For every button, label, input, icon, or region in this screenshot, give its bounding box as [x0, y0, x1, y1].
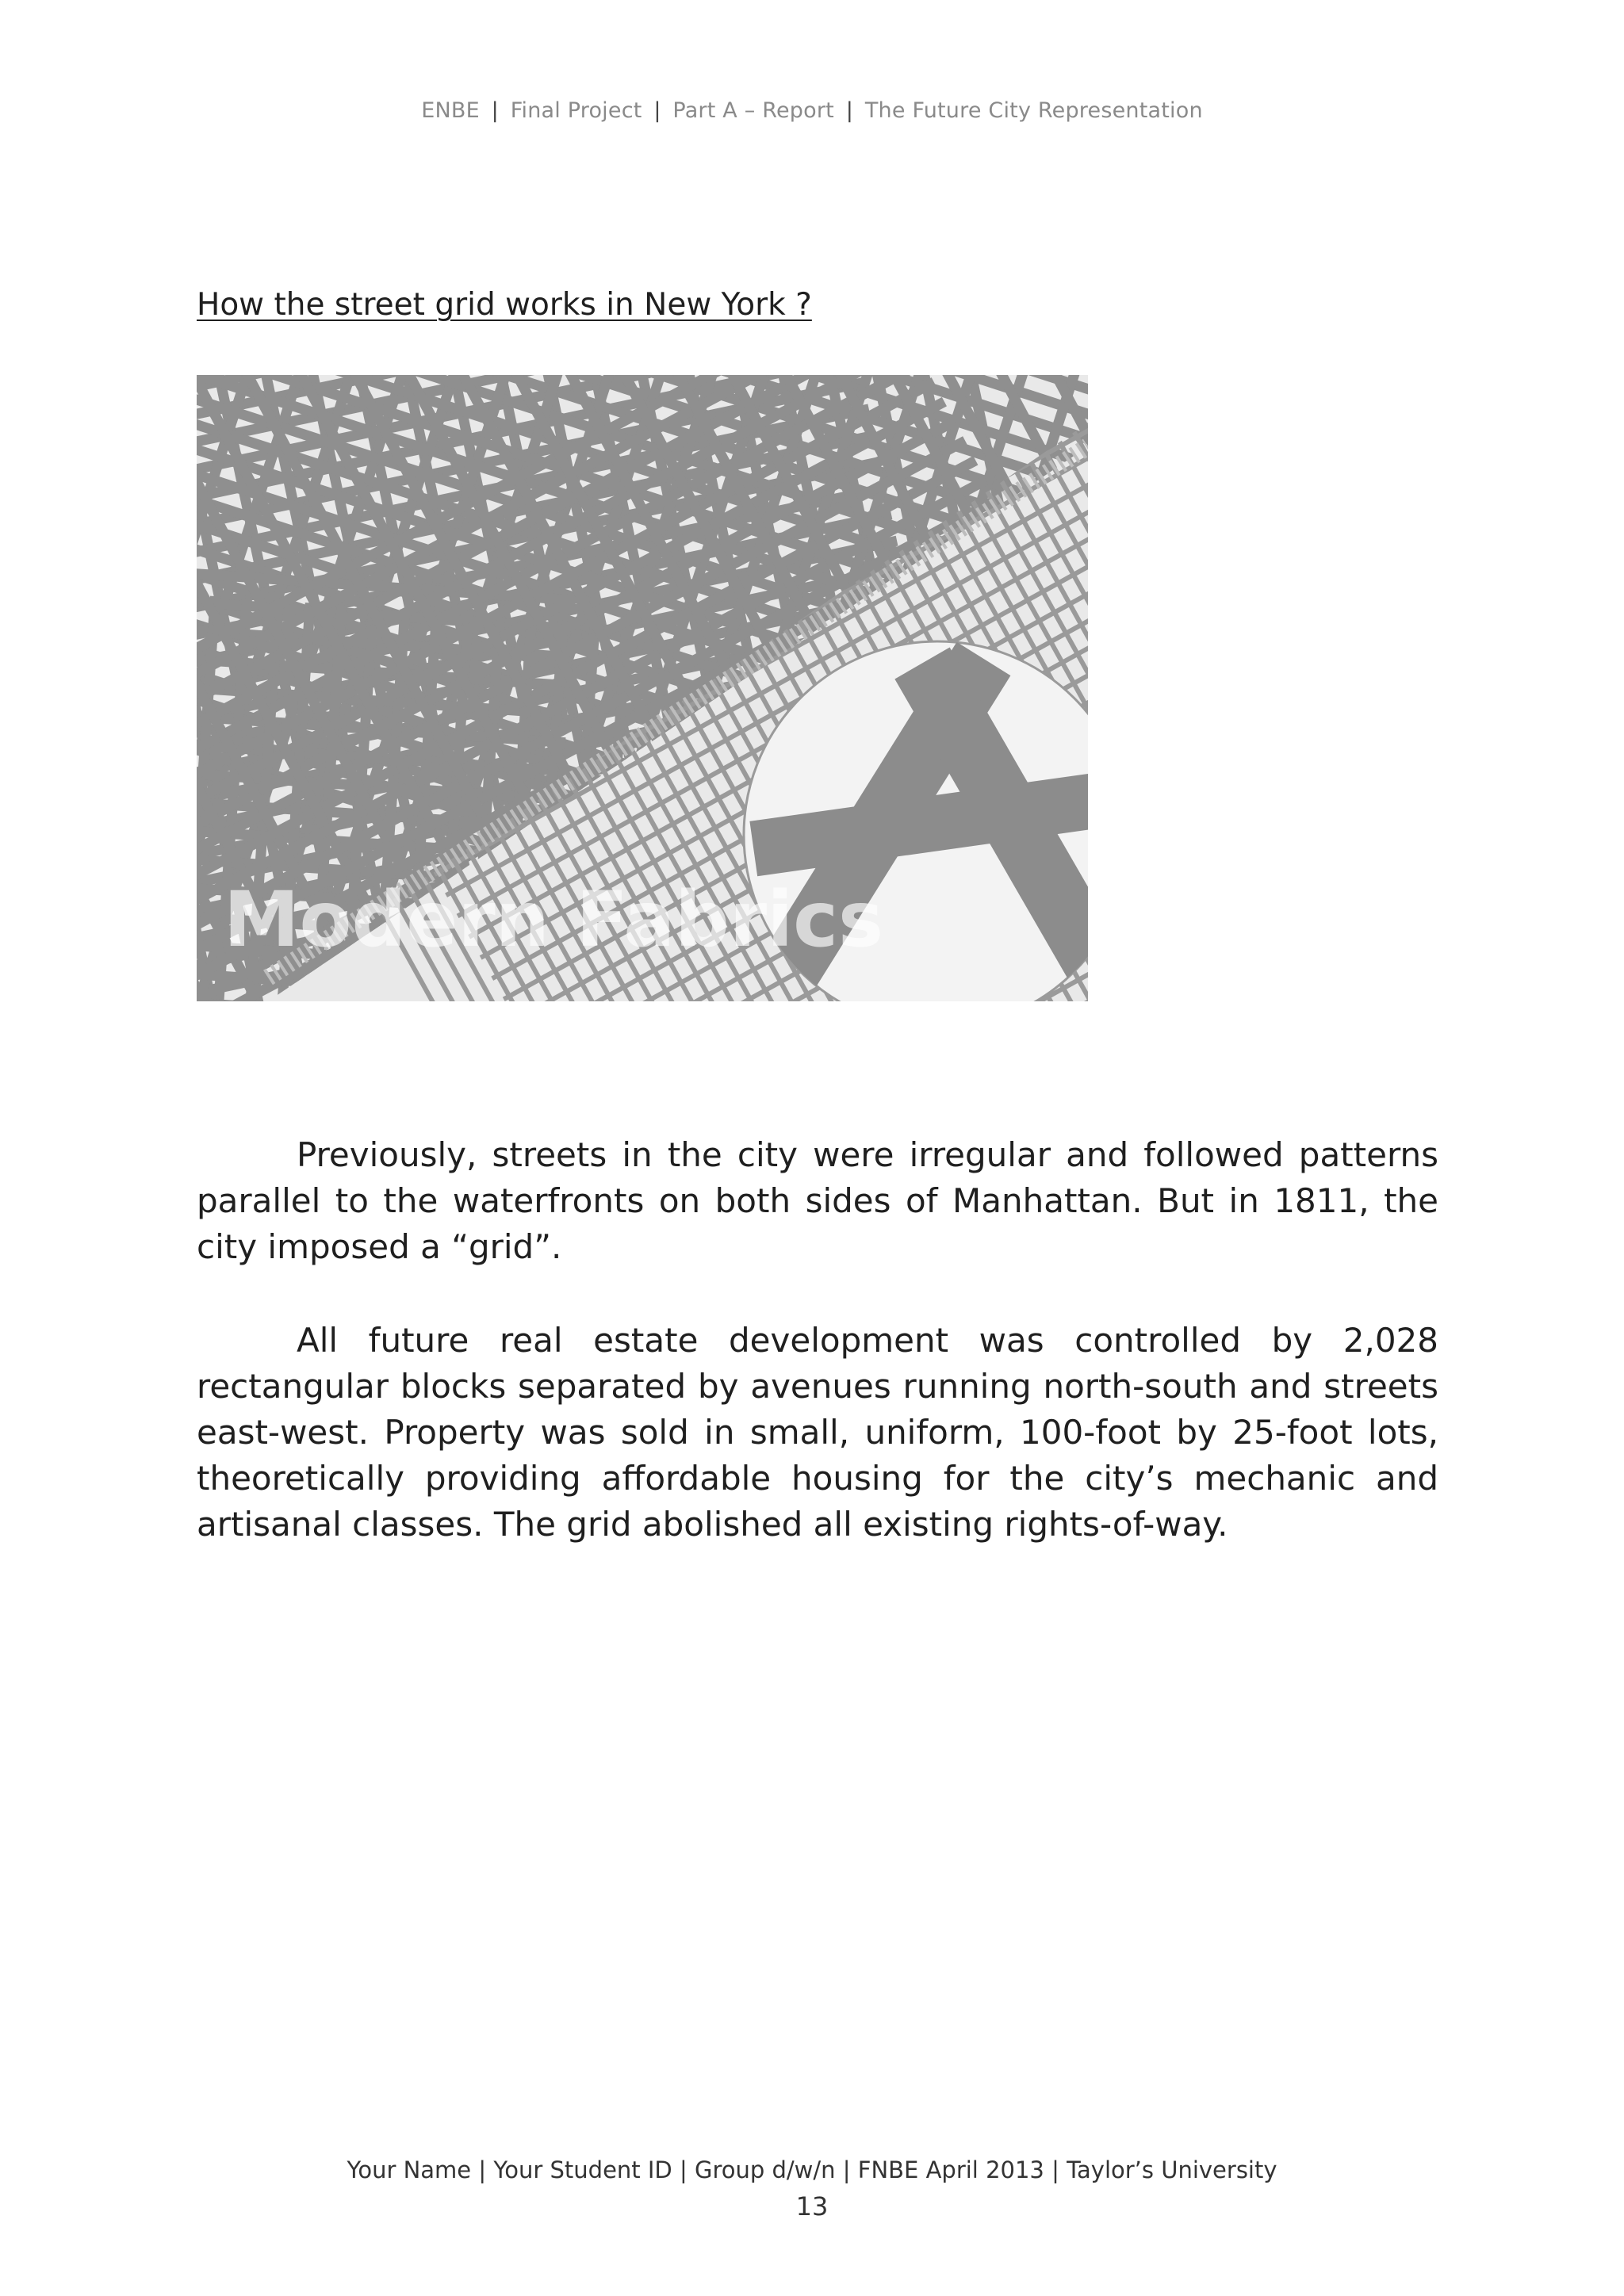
watermark-text: Modern Fabrics: [224, 875, 884, 964]
header-project: Final Project: [510, 98, 642, 123]
footer-name: Your Name: [347, 2156, 472, 2183]
footer-intake: FNBE April 2013: [857, 2156, 1044, 2183]
paragraph-text: Previously, streets in the city were irregular and followed patterns parallel to the waterfronts on both sides of Manhattan. But in 1811, the city imposed a “grid”.: [197, 1135, 1438, 1266]
header-separator: |: [845, 98, 854, 123]
footer-separator: |: [478, 2156, 487, 2183]
footer-separator: |: [679, 2156, 688, 2183]
header-course: ENBE: [421, 98, 480, 123]
paragraph-previously: [197, 1132, 1438, 1270]
page-header: [0, 98, 1624, 123]
footer-university: Taylor’s University: [1067, 2156, 1277, 2183]
page-footer: [0, 2156, 1624, 2183]
footer-student-id: Your Student ID: [493, 2156, 672, 2183]
paragraph-real-estate: [197, 1318, 1438, 1548]
header-separator: |: [653, 98, 661, 123]
header-separator: |: [491, 98, 499, 123]
footer-separator: |: [1051, 2156, 1059, 2183]
footer-group: Group d/w/n: [694, 2156, 836, 2183]
street-grid-figure: [197, 375, 1088, 1001]
page-number: 13: [795, 2191, 829, 2221]
footer-separator: |: [842, 2156, 851, 2183]
paragraph-text: All future real estate development was controlled by 2,028 rectangular blocks separated by avenues running north-south and streets east-west. Property was sold in small, uniform, 100-foot by 25-foot lots, theoretically providing affordable housing for the city’s mechanic and artisanal classes. The grid abolished all existing rights-of-way.: [197, 1321, 1438, 1544]
header-topic: The Future City Representation: [864, 98, 1203, 123]
section-heading: How the street grid works in New York ?: [197, 287, 812, 323]
header-part: Part A – Report: [672, 98, 834, 123]
street-grid-map-image: [197, 375, 1088, 1001]
